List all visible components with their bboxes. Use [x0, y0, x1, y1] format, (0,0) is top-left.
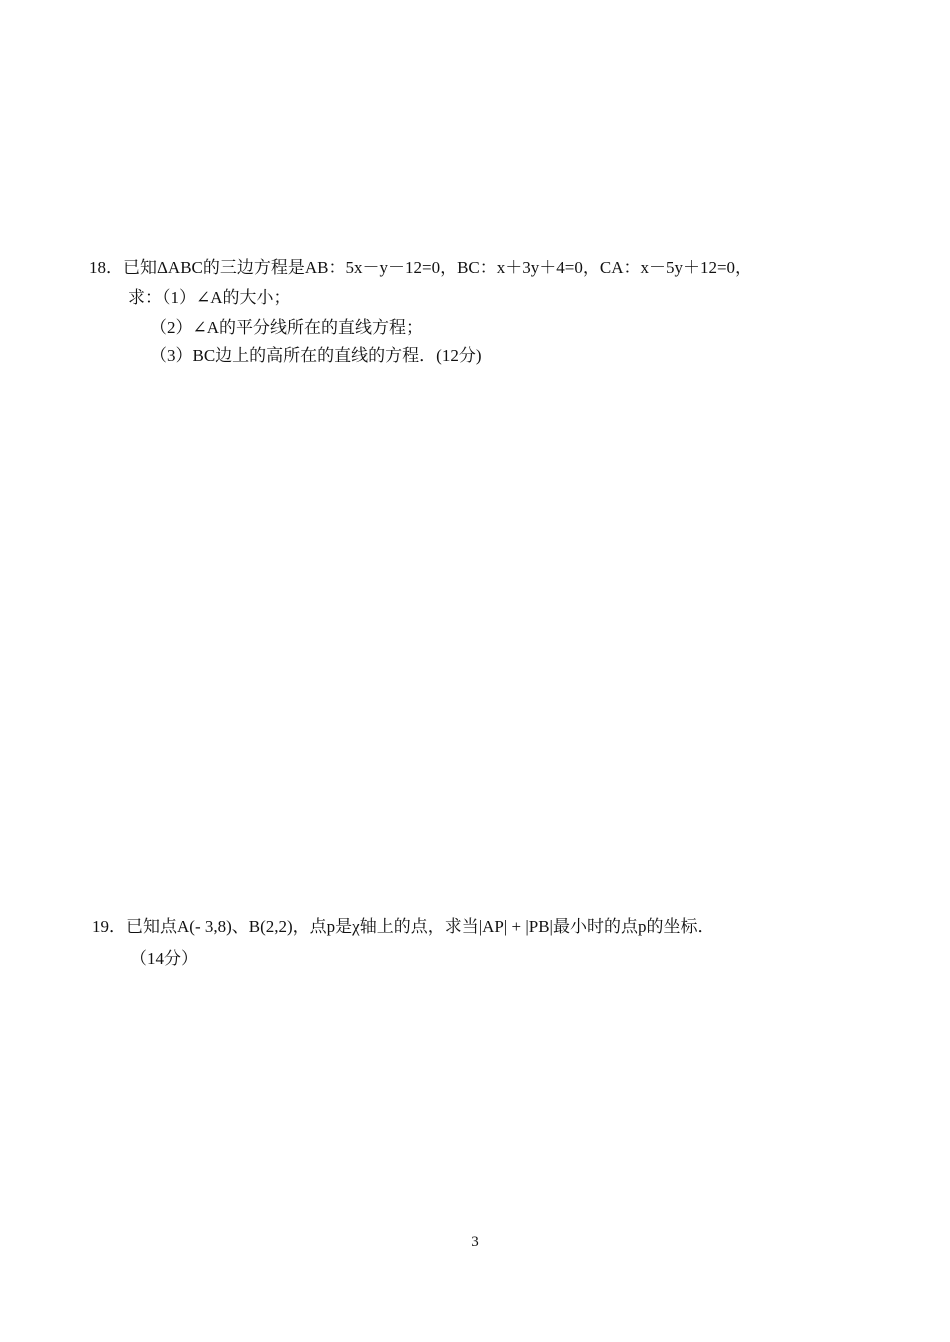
question-18-stem: 18．已知ΔABC的三边方程是AB：5x－y－12=0，BC：x＋3y＋4=0，CA：x－5y＋12=0， — [89, 258, 753, 277]
question-18-part-2: （2）∠A的平分线所在的直线方程； — [150, 318, 424, 337]
question-18-part-1: 求：（1）∠A的大小； — [128, 288, 291, 307]
question-19-score: （14分） — [130, 949, 198, 968]
page-number: 3 — [471, 1234, 479, 1250]
question-19-stem: 19．已知点A(- 3,8)、B(2,2)，点p是χ轴上的点，求当|AP| + |PB|最小时的点p的坐标． — [92, 917, 715, 936]
question-18-part-3: （3）BC边上的高所在的直线的方程．(12分) — [150, 346, 482, 365]
